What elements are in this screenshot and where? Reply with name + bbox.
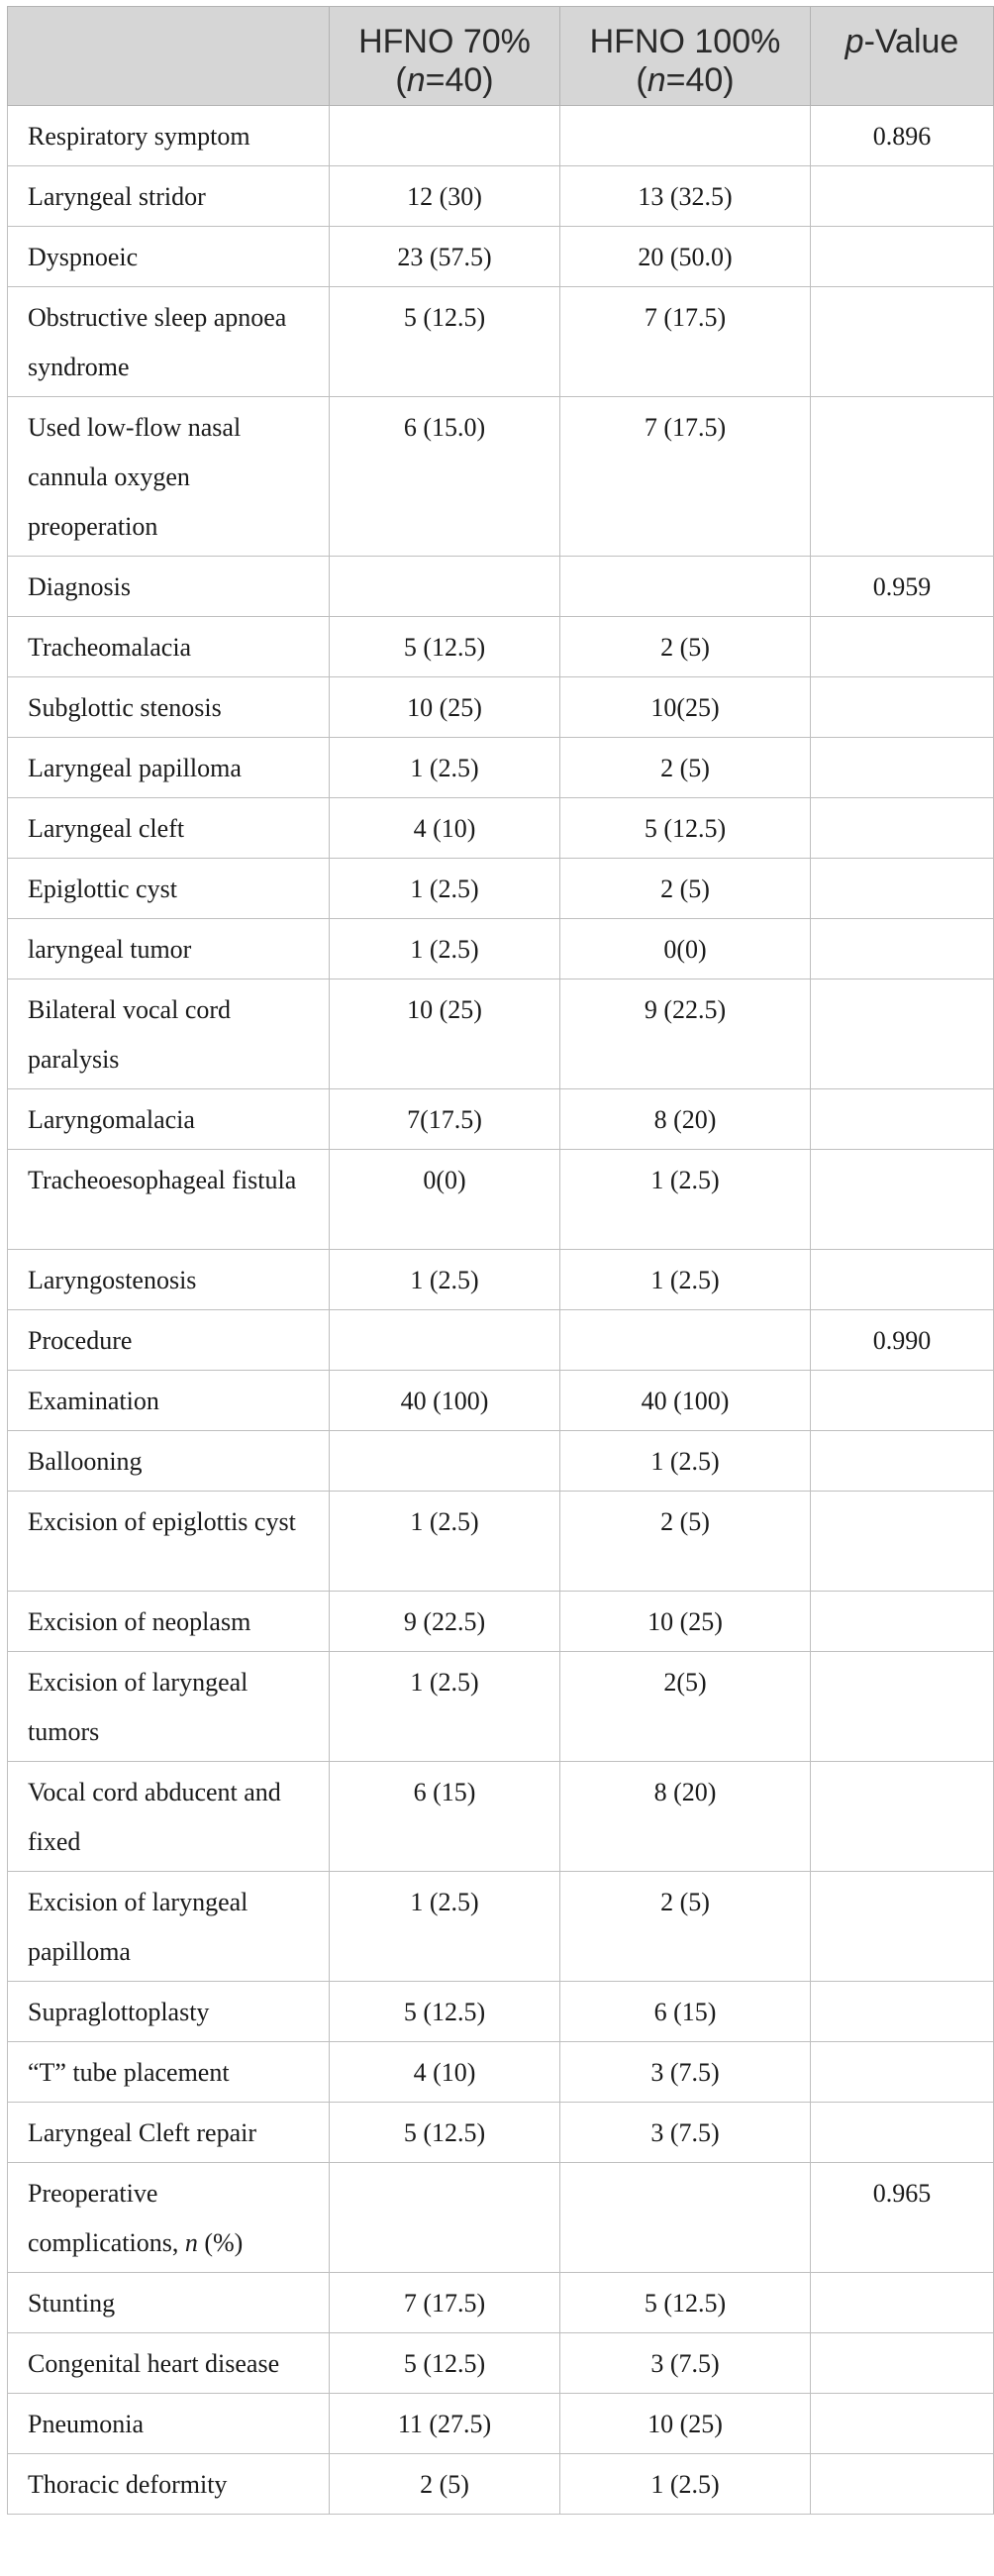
- cell-hfno70: 1 (2.5): [330, 1250, 560, 1310]
- row-label: Subglottic stenosis: [8, 677, 330, 738]
- cell-pvalue: [811, 617, 994, 677]
- row-label: “T” tube placement: [8, 2042, 330, 2103]
- header-col-hfno100: HFNO 100% (n=40): [560, 7, 811, 106]
- table-row: [8, 617, 994, 677]
- cell-hfno70: 5 (12.5): [330, 2103, 560, 2163]
- table-row: [8, 1872, 994, 1982]
- cell-pvalue: 0.896: [811, 106, 994, 166]
- cell-hfno70: 5 (12.5): [330, 2333, 560, 2394]
- cell-hfno70: 10 (25): [330, 979, 560, 1089]
- cell-hfno100: 8 (20): [560, 1762, 811, 1872]
- row-label: Procedure: [8, 1310, 330, 1371]
- table-row: [8, 2333, 994, 2394]
- row-label: laryngeal tumor: [8, 919, 330, 979]
- cell-hfno70: 23 (57.5): [330, 227, 560, 287]
- row-label: Tracheomalacia: [8, 617, 330, 677]
- cell-hfno100: 3 (7.5): [560, 2042, 811, 2103]
- table-row: [8, 106, 994, 166]
- cell-hfno100: 1 (2.5): [560, 1150, 811, 1250]
- header-col-label: [8, 7, 330, 106]
- row-label: Examination: [8, 1371, 330, 1431]
- header-col-hfno100-count: =40): [665, 61, 735, 99]
- data-table: [7, 6, 994, 2515]
- cell-pvalue: 0.990: [811, 1310, 994, 1371]
- cell-hfno100: 2 (5): [560, 738, 811, 798]
- table-row: [8, 287, 994, 397]
- table-row: [8, 677, 994, 738]
- row-label-percent: (%): [197, 2228, 244, 2257]
- row-label: Obstructive sleep apnoea syndrome: [8, 287, 330, 397]
- cell-pvalue: [811, 677, 994, 738]
- table-row: [8, 2163, 994, 2273]
- row-label: Ballooning: [8, 1431, 330, 1492]
- cell-hfno70: [330, 1310, 560, 1371]
- row-label: Pneumonia: [8, 2394, 330, 2454]
- row-label: Laryngeal cleft: [8, 798, 330, 859]
- row-label: Dyspnoeic: [8, 227, 330, 287]
- cell-hfno70: [330, 106, 560, 166]
- cell-pvalue: [811, 287, 994, 397]
- table-row: [8, 1250, 994, 1310]
- cell-hfno100: 1 (2.5): [560, 1431, 811, 1492]
- cell-pvalue: [811, 2273, 994, 2333]
- header-col-pvalue-p: p: [845, 23, 864, 60]
- header-row: [8, 7, 994, 106]
- table-row: [8, 859, 994, 919]
- cell-hfno70: 1 (2.5): [330, 1872, 560, 1982]
- row-label: Excision of laryngeal tumors: [8, 1652, 330, 1762]
- cell-pvalue: [811, 1592, 994, 1652]
- cell-hfno70: 5 (12.5): [330, 617, 560, 677]
- cell-pvalue: [811, 919, 994, 979]
- cell-hfno70: 5 (12.5): [330, 287, 560, 397]
- cell-hfno100: 2 (5): [560, 1492, 811, 1592]
- table-row: [8, 557, 994, 617]
- header-col-pvalue: [811, 7, 994, 106]
- row-label-text: Preoperative complications,: [28, 2179, 185, 2257]
- cell-hfno100: 40 (100): [560, 1371, 811, 1431]
- table-row: [8, 2103, 994, 2163]
- table-row: [8, 2394, 994, 2454]
- row-label: Excision of neoplasm: [8, 1592, 330, 1652]
- cell-hfno100: 7 (17.5): [560, 397, 811, 557]
- cell-hfno70: 11 (27.5): [330, 2394, 560, 2454]
- table-row: [8, 738, 994, 798]
- table-row: [8, 919, 994, 979]
- cell-hfno70: 6 (15): [330, 1762, 560, 1872]
- cell-hfno100: 8 (20): [560, 1089, 811, 1150]
- row-label: Epiglottic cyst: [8, 859, 330, 919]
- table-row: [8, 397, 994, 557]
- row-label: [8, 2163, 330, 2273]
- cell-hfno70: 2 (5): [330, 2454, 560, 2515]
- cell-hfno100: 5 (12.5): [560, 2273, 811, 2333]
- header-col-hfno70: HFNO 70% (n=40): [330, 7, 560, 106]
- row-label-n: n: [184, 2228, 198, 2257]
- cell-pvalue: [811, 2454, 994, 2515]
- table-row: [8, 1982, 994, 2042]
- row-label: Tracheoesophageal fistula: [8, 1150, 330, 1250]
- row-label: Bilateral vocal cord paralysis: [8, 979, 330, 1089]
- cell-hfno100: 9 (22.5): [560, 979, 811, 1089]
- cell-pvalue: [811, 1982, 994, 2042]
- row-label: Thoracic deformity: [8, 2454, 330, 2515]
- cell-hfno70: 10 (25): [330, 677, 560, 738]
- cell-hfno70: 4 (10): [330, 798, 560, 859]
- table-row: [8, 2042, 994, 2103]
- cell-pvalue: [811, 1250, 994, 1310]
- table-row: [8, 979, 994, 1089]
- cell-hfno100: 5 (12.5): [560, 798, 811, 859]
- cell-pvalue: [811, 1872, 994, 1982]
- cell-pvalue: [811, 2333, 994, 2394]
- cell-hfno100: 1 (2.5): [560, 2454, 811, 2515]
- row-label: Laryngeal stridor: [8, 166, 330, 227]
- header-col-pvalue-rest: -Value: [863, 23, 959, 60]
- cell-hfno70: 1 (2.5): [330, 1652, 560, 1762]
- row-label: Stunting: [8, 2273, 330, 2333]
- cell-hfno70: 12 (30): [330, 166, 560, 227]
- cell-hfno70: 7(17.5): [330, 1089, 560, 1150]
- cell-hfno70: 7 (17.5): [330, 2273, 560, 2333]
- cell-pvalue: [811, 1431, 994, 1492]
- header-col-hfno70-count: =40): [425, 61, 494, 99]
- cell-pvalue: 0.959: [811, 557, 994, 617]
- table-row: [8, 1652, 994, 1762]
- header-col-hfno100-title: HFNO 100%: [589, 23, 781, 60]
- cell-hfno100: 3 (7.5): [560, 2333, 811, 2394]
- row-label: Vocal cord abducent and fixed: [8, 1762, 330, 1872]
- cell-hfno100: 10 (25): [560, 1592, 811, 1652]
- cell-hfno100: [560, 106, 811, 166]
- cell-hfno100: 13 (32.5): [560, 166, 811, 227]
- table-row: [8, 2454, 994, 2515]
- table-row: [8, 227, 994, 287]
- table-row: [8, 1492, 994, 1592]
- cell-hfno100: 2 (5): [560, 1872, 811, 1982]
- row-label: Used low-flow nasal cannula oxygen preoperation: [8, 397, 330, 557]
- cell-hfno100: 7 (17.5): [560, 287, 811, 397]
- cell-pvalue: [811, 2042, 994, 2103]
- table-row: [8, 1431, 994, 1492]
- row-label: Laryngeal papilloma: [8, 738, 330, 798]
- cell-pvalue: [811, 1150, 994, 1250]
- row-label: Supraglottoplasty: [8, 1982, 330, 2042]
- row-label: Laryngeal Cleft repair: [8, 2103, 330, 2163]
- header-col-hfno100-n: n: [646, 61, 666, 99]
- cell-hfno100: 2(5): [560, 1652, 811, 1762]
- table-body: [8, 106, 994, 2515]
- row-label: Excision of laryngeal papilloma: [8, 1872, 330, 1982]
- table-row: [8, 1310, 994, 1371]
- cell-hfno100: 1 (2.5): [560, 1250, 811, 1310]
- cell-hfno100: 2 (5): [560, 859, 811, 919]
- cell-hfno70: 1 (2.5): [330, 738, 560, 798]
- cell-pvalue: [811, 2103, 994, 2163]
- row-label: Diagnosis: [8, 557, 330, 617]
- cell-hfno100: 0(0): [560, 919, 811, 979]
- table-row: [8, 798, 994, 859]
- cell-hfno70: 40 (100): [330, 1371, 560, 1431]
- cell-hfno70: 0(0): [330, 1150, 560, 1250]
- cell-hfno70: [330, 2163, 560, 2273]
- cell-hfno100: 10 (25): [560, 2394, 811, 2454]
- cell-pvalue: [811, 227, 994, 287]
- cell-pvalue: [811, 397, 994, 557]
- row-label: Excision of epiglottis cyst: [8, 1492, 330, 1592]
- cell-hfno70: 4 (10): [330, 2042, 560, 2103]
- row-label: Respiratory symptom: [8, 106, 330, 166]
- cell-hfno100: [560, 1310, 811, 1371]
- header-col-hfno70-n: n: [406, 61, 426, 99]
- cell-hfno100: 2 (5): [560, 617, 811, 677]
- cell-hfno100: [560, 557, 811, 617]
- cell-pvalue: [811, 1652, 994, 1762]
- table-header: [8, 7, 994, 106]
- cell-pvalue: 0.965: [811, 2163, 994, 2273]
- table-row: [8, 1150, 994, 1250]
- cell-hfno70: 9 (22.5): [330, 1592, 560, 1652]
- row-label: Laryngostenosis: [8, 1250, 330, 1310]
- cell-pvalue: [811, 798, 994, 859]
- cell-hfno70: 1 (2.5): [330, 859, 560, 919]
- cell-pvalue: [811, 1371, 994, 1431]
- row-label: Laryngomalacia: [8, 1089, 330, 1150]
- cell-hfno70: 1 (2.5): [330, 1492, 560, 1592]
- cell-pvalue: [811, 859, 994, 919]
- table-row: [8, 2273, 994, 2333]
- cell-pvalue: [811, 1492, 994, 1592]
- row-label: Congenital heart disease: [8, 2333, 330, 2394]
- cell-hfno70: [330, 557, 560, 617]
- cell-hfno100: [560, 2163, 811, 2273]
- cell-hfno70: [330, 1431, 560, 1492]
- cell-pvalue: [811, 166, 994, 227]
- header-col-hfno70-title: HFNO 70%: [358, 23, 531, 60]
- cell-hfno100: 20 (50.0): [560, 227, 811, 287]
- cell-pvalue: [811, 2394, 994, 2454]
- table-row: [8, 166, 994, 227]
- cell-hfno70: 6 (15.0): [330, 397, 560, 557]
- table-row: [8, 1592, 994, 1652]
- cell-hfno100: 3 (7.5): [560, 2103, 811, 2163]
- cell-hfno100: 10(25): [560, 677, 811, 738]
- cell-pvalue: [811, 738, 994, 798]
- table-row: [8, 1371, 994, 1431]
- cell-hfno100: 6 (15): [560, 1982, 811, 2042]
- cell-pvalue: [811, 1762, 994, 1872]
- table-row: [8, 1089, 994, 1150]
- cell-hfno70: 5 (12.5): [330, 1982, 560, 2042]
- cell-pvalue: [811, 1089, 994, 1150]
- cell-hfno70: 1 (2.5): [330, 919, 560, 979]
- table-row: [8, 1762, 994, 1872]
- cell-pvalue: [811, 979, 994, 1089]
